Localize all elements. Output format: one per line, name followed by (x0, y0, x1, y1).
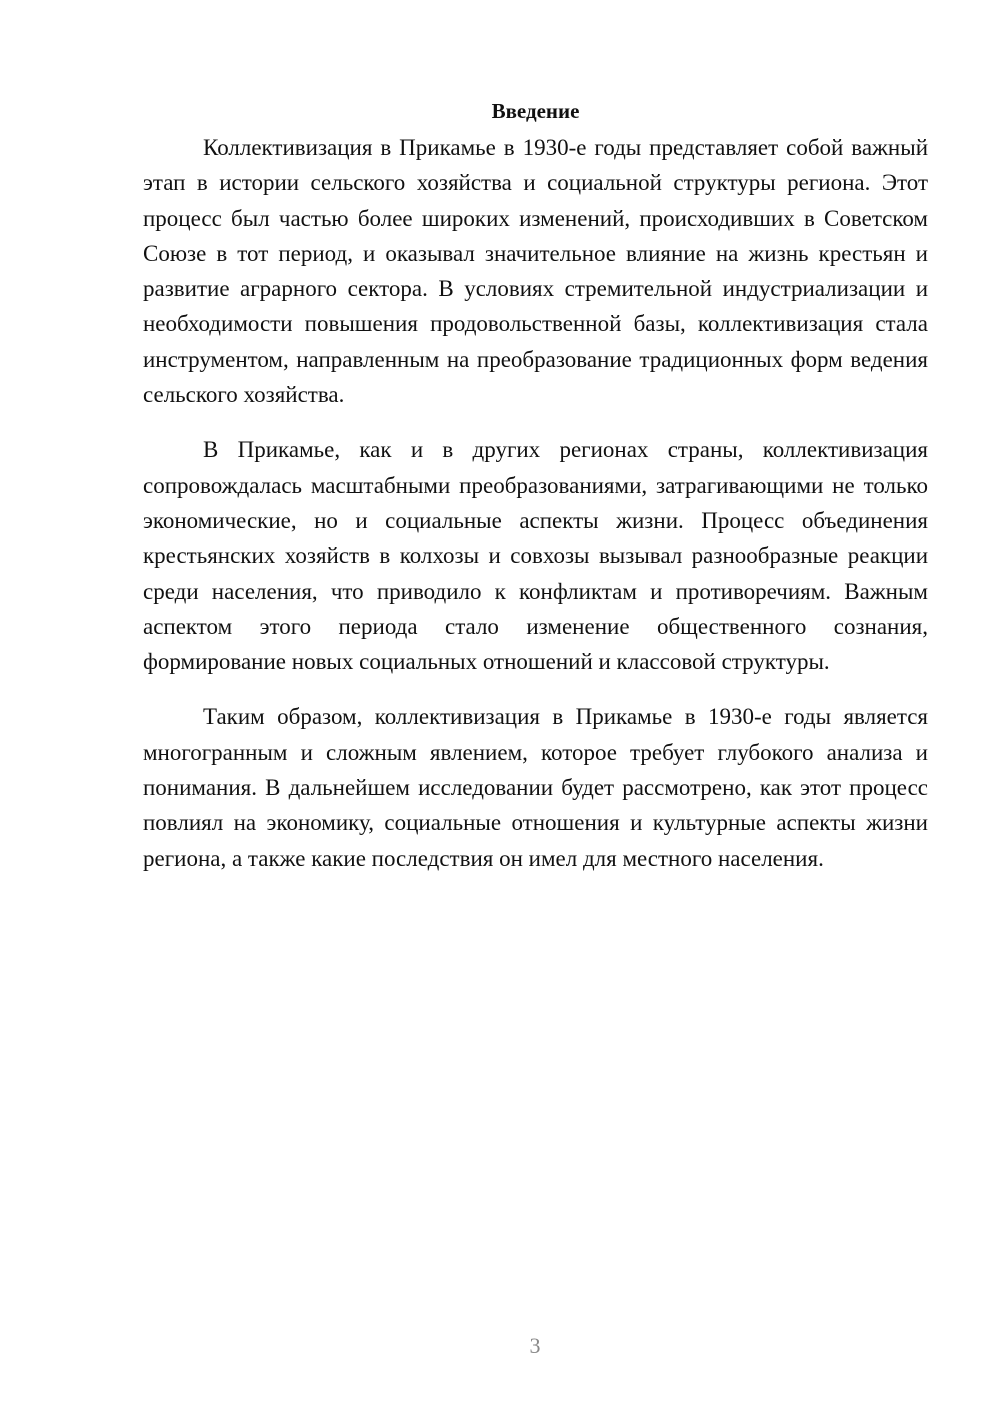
paragraph-1: Коллективизация в Прикамье в 1930-е годы представляет собой важный этап в истории сельского хозяйства и социальной структуры региона. Этот процесс был частью более широких изменений, происходивших в Советском Союзе в тот период, и оказывал значительное влияние на жизнь крестьян и развитие аграрного сектора. В условиях стремительной индустриализации и необходимости повышения продовольственной базы, коллективизация стала инструментом, направленным на преобразование традиционных форм ведения сельского хозяйства. (143, 135, 928, 408)
paragraph-2: В Прикамье, как и в других регионах страны, коллективизация сопровождалась масштабными преобразованиями, затрагивающими не только экономические, но и социальные аспекты жизни. Процесс объединения крестьянских хозяйств в колхозы и совхозы вызывал разнообразные реакции среди населения, что приводило к конфликтам и противоречиям. Важным аспектом этого периода стало изменение общественного сознания, формирование новых социальных отношений и классовой структуры. (143, 437, 928, 675)
page-number: 3 (529, 1333, 541, 1358)
paragraph-3: Таким образом, коллективизация в Прикамье в 1930-е годы является многогранным и сложным явлением, которое требует глубокого анализа и понимания. В дальнейшем исследовании будет рассмотрено, как этот процесс повлиял на экономику, социальные отношения и культурные аспекты жизни региона, а также какие последствия он имел для местного населения. (143, 704, 928, 871)
section-title: Введение (491, 99, 580, 123)
page-content (143, 94, 928, 896)
